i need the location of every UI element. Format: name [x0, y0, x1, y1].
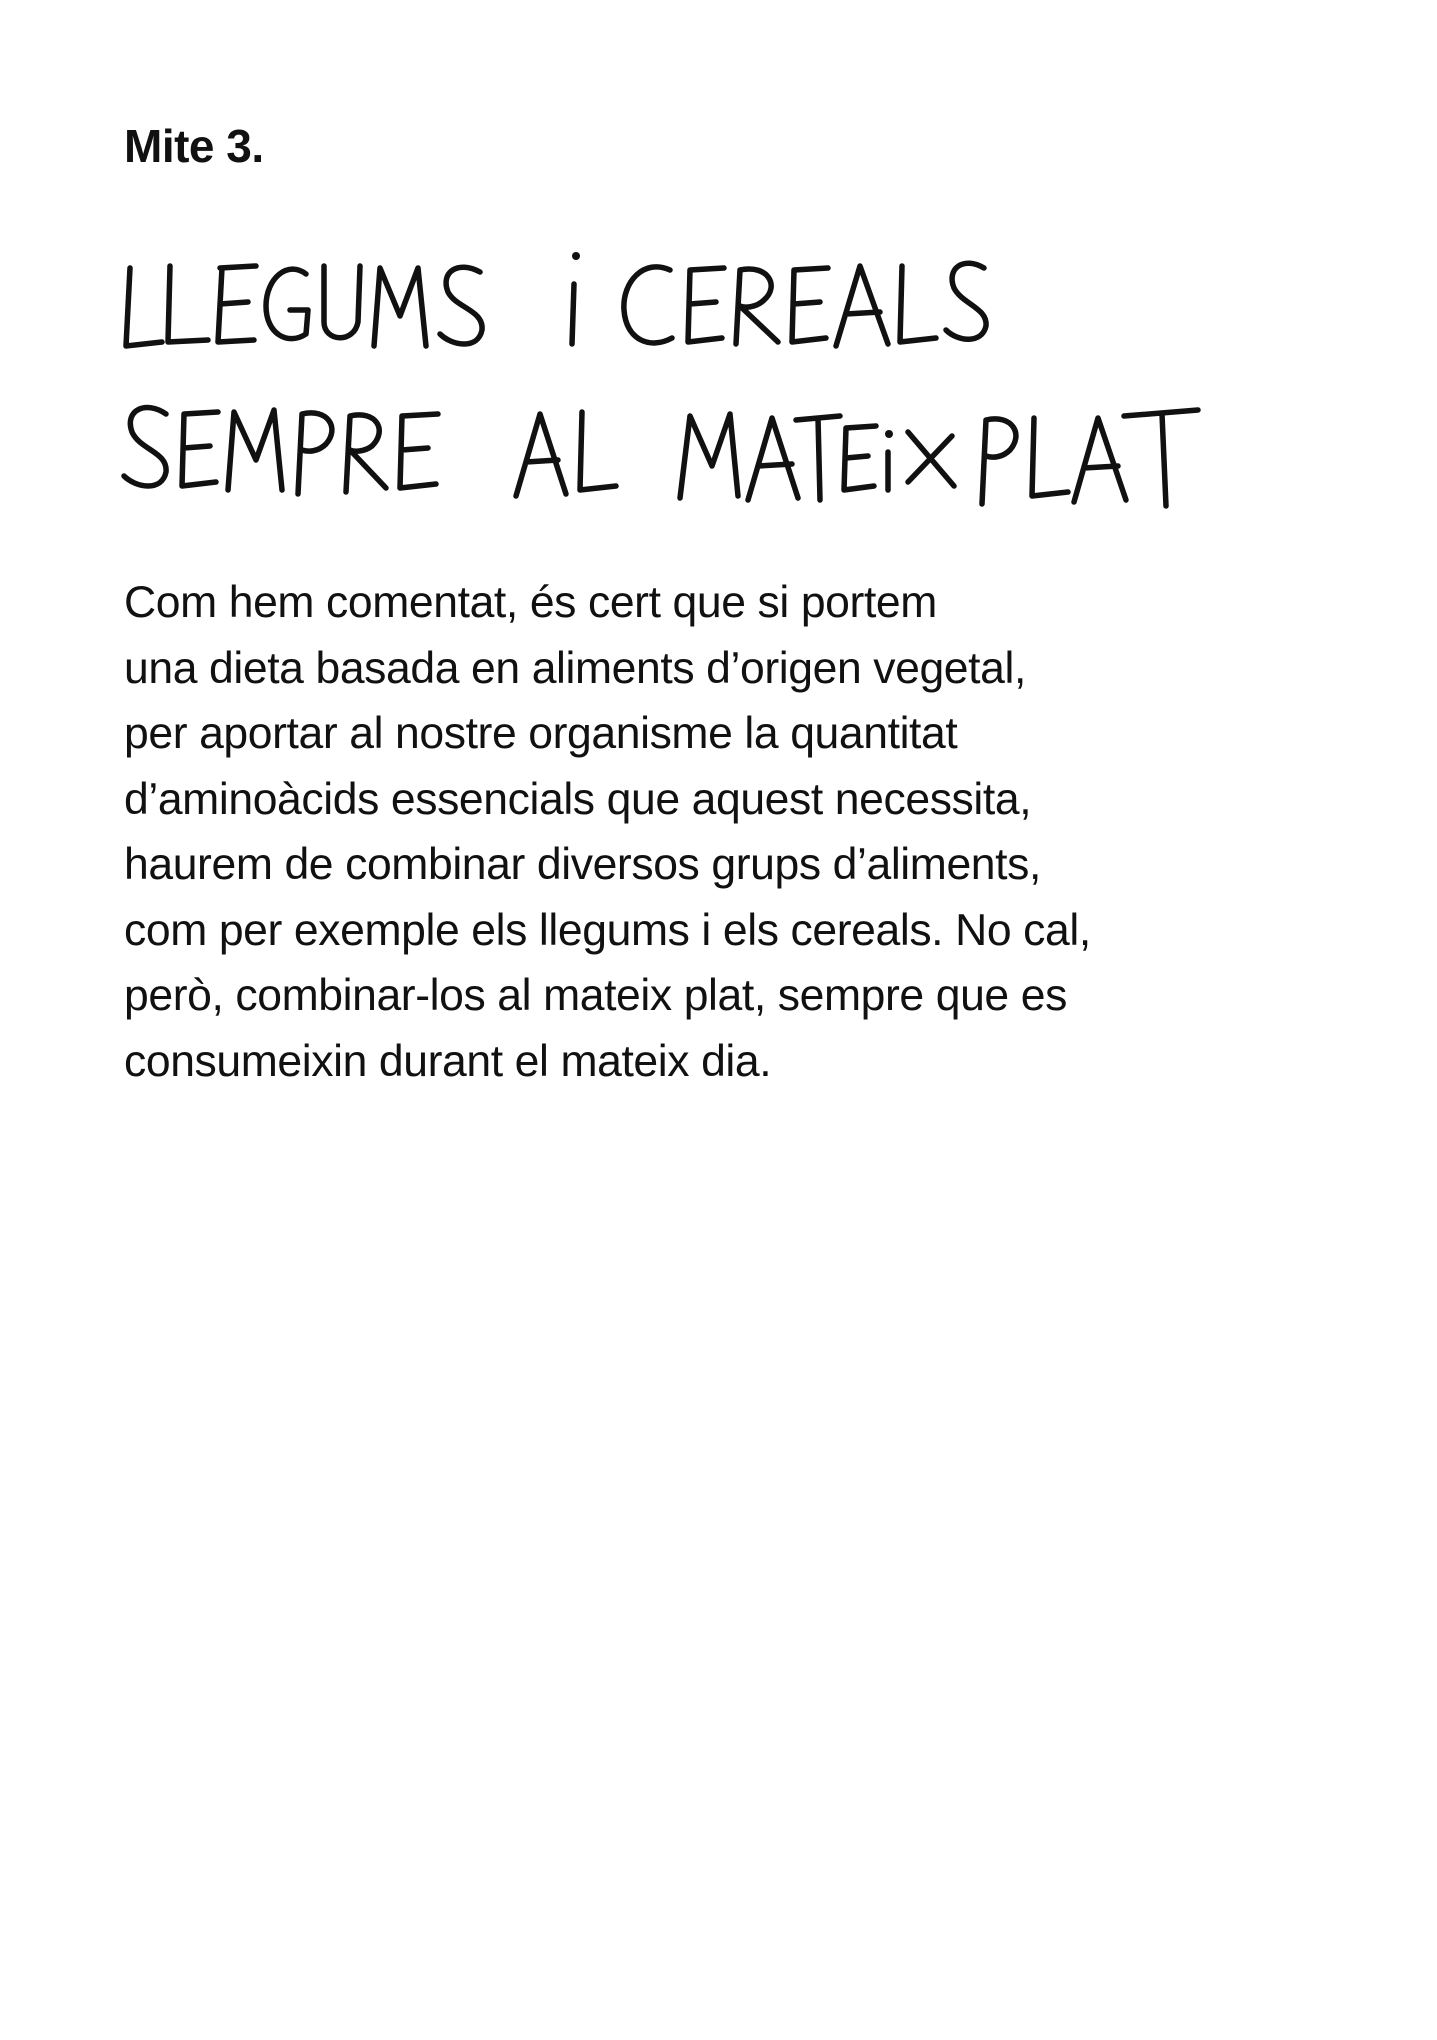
body-line: per aportar al nostre organisme la quantitat	[124, 709, 958, 758]
body-line: d’aminoàcids essencials que aquest necessita,	[124, 774, 1032, 824]
body-line: consumeixin durant el mateix dia.	[124, 1036, 772, 1086]
body-line: una dieta basada en aliments d’origen vegetal,	[124, 643, 1026, 693]
body-line: Com hem comentat, és cert que si portem	[124, 578, 937, 627]
handwritten-title	[118, 238, 1338, 518]
body-line: haurem de combinar diversos grups d’aliments,	[124, 840, 1041, 889]
body-line: com per exemple els llegums i els cereals. No cal,	[124, 905, 1091, 955]
title-line-1-drawing	[126, 252, 986, 346]
body-line: però, combinar-los al mateix plat, sempre que es	[124, 971, 1067, 1020]
title-line-2-drawing	[124, 408, 1198, 506]
body-paragraph	[124, 570, 1324, 1094]
myth-number-label: Mite 3.	[124, 120, 264, 172]
handwritten-title-drawing	[118, 238, 1338, 518]
